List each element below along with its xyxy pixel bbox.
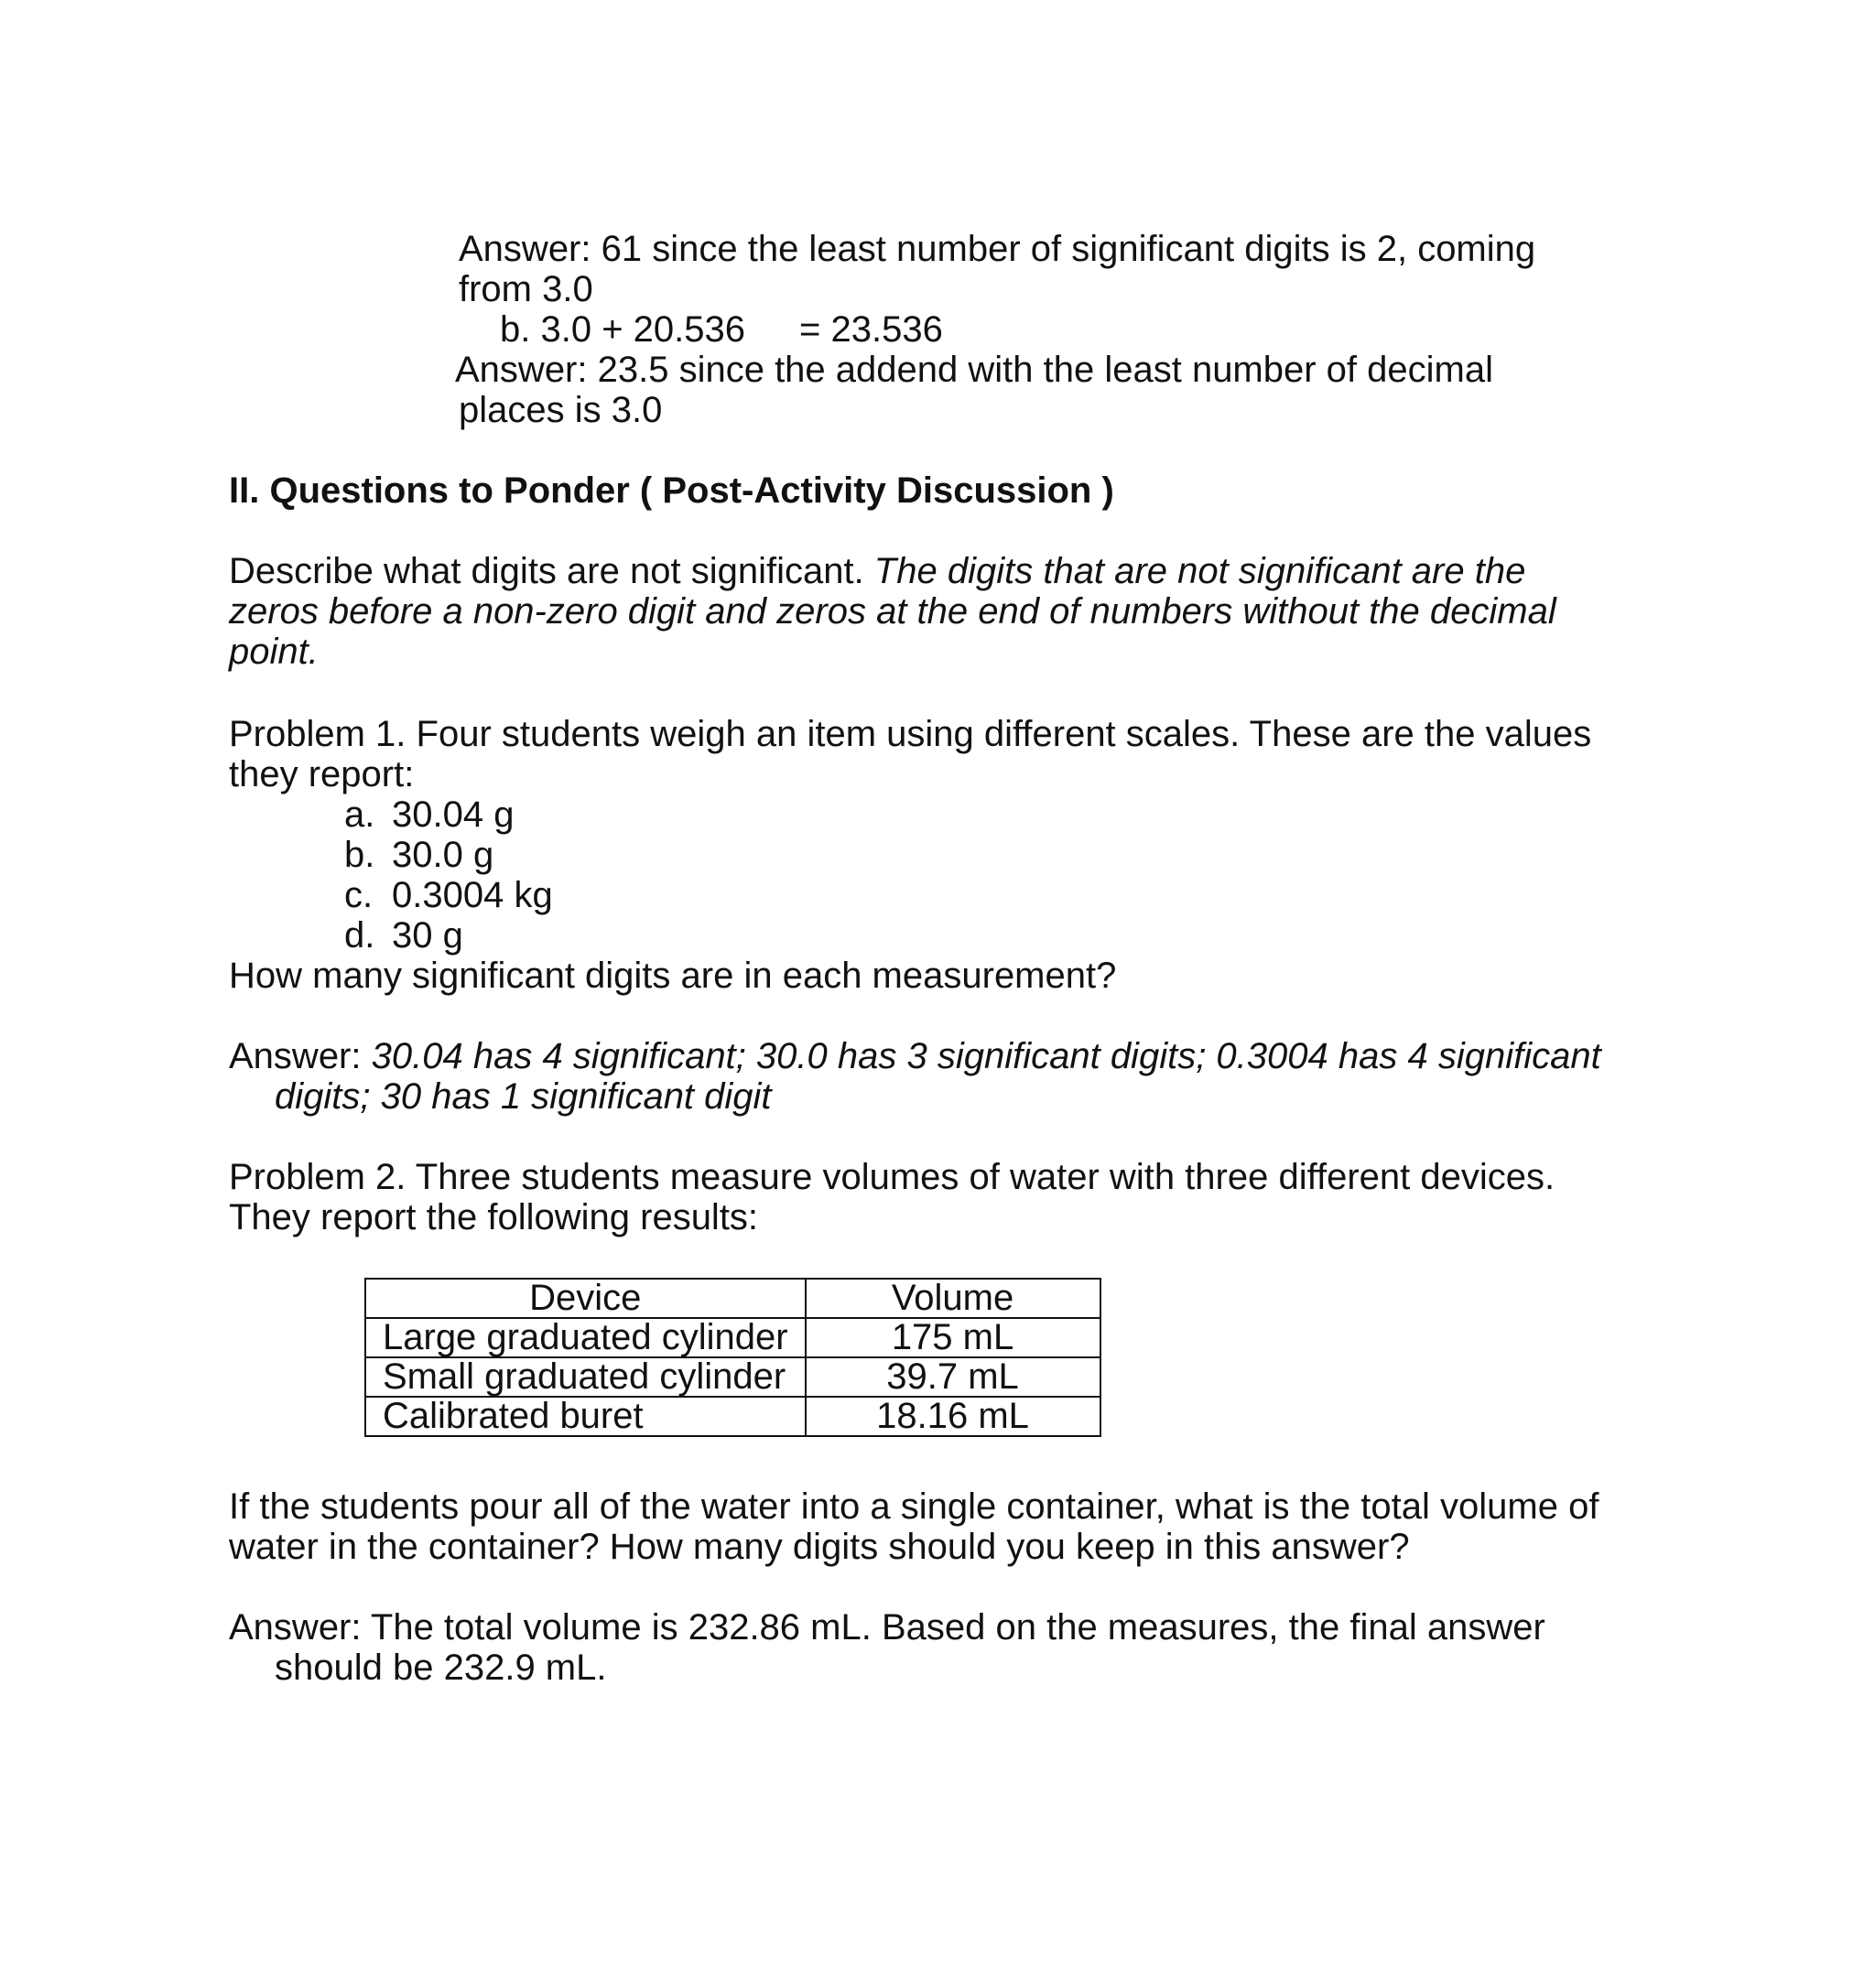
table-row [365,1318,1100,1357]
table-cell-volume: 18.16 mL [806,1397,1100,1436]
problem1-line1: Problem 1. Four students weigh an item using different scales. These are the values [229,714,1592,754]
problem1-item-b [344,835,493,875]
list-value: 30 g [392,915,463,956]
answer-a-line2: from 3.0 [459,269,593,309]
table-cell-volume: 175 mL [806,1318,1100,1357]
table-cell-device: Calibrated buret [365,1397,806,1436]
describe-answer-start: The digits that are not significant are the [873,551,1526,591]
table-cell-device: Small graduated cylinder [365,1357,806,1397]
table-header-volume: Volume [806,1279,1100,1318]
problem1-item-c [344,875,553,915]
table-row [365,1397,1100,1436]
answer-a-line1: Answer: 61 since the least number of significant digits is 2, coming [459,229,1536,269]
describe-question: Describe what digits are not significant. [229,551,864,591]
describe-answer-line2: zeros before a non-zero digit and zeros at the end of numbers without the decimal [229,591,1556,632]
item-b-expression: 3.0 + 20.536 [540,309,746,350]
table-header-row [365,1279,1100,1318]
table-cell-volume: 39.7 mL [806,1357,1100,1397]
problem2-answer-line2: should be 232.9 mL. [275,1648,607,1688]
problem1-answer-line2: digits; 30 has 1 significant digit [275,1076,772,1117]
problem1-item-d [344,915,463,956]
problem2-line1: Problem 2. Three students measure volumes of water with three different devices. [229,1157,1555,1197]
table-header-device: Device [365,1279,806,1318]
describe-line1 [229,551,1525,591]
describe-answer-line3: point. [229,632,319,672]
problem1-question: How many significant digits are in each measurement? [229,956,1117,996]
problem1-line2: they report: [229,754,415,794]
problem2-question-line1: If the students pour all of the water into a single container, what is the total volume of [229,1486,1599,1527]
list-marker: d. [344,915,375,956]
item-b-equation [500,309,1415,350]
table-row [365,1357,1100,1397]
answer-b-line2: places is 3.0 [459,390,663,430]
list-value: 0.3004 kg [392,875,553,915]
table-cell-device: Large graduated cylinder [365,1318,806,1357]
list-marker: a. [344,794,375,835]
problem1-answer-label: Answer: [229,1036,362,1076]
list-marker: c. [344,875,374,915]
problem1-answer-line1 [229,1036,1601,1076]
answer-b-line1: Answer: 23.5 since the addend with the least number of decimal [455,350,1493,390]
problem1-answer-text: 30.04 has 4 significant; 30.0 has 3 significant digits; 0.3004 has 4 significant [371,1036,1601,1076]
problem1-item-a [344,794,514,835]
section-heading: II. Questions to Ponder ( Post-Activity Discussion ) [229,470,1114,511]
problem2-answer-line1: Answer: The total volume is 232.86 mL. Based on the measures, the final answer [229,1607,1545,1648]
list-marker: b. [344,835,375,875]
item-b-result: = 23.536 [799,309,943,350]
volume-table [364,1278,1101,1437]
list-value: 30.04 g [392,794,515,835]
item-b-marker: b. [500,309,531,350]
problem2-question-line2: water in the container? How many digits should you keep in this answer? [229,1527,1410,1567]
list-value: 30.0 g [392,835,494,875]
problem2-line2: They report the following results: [229,1197,759,1237]
